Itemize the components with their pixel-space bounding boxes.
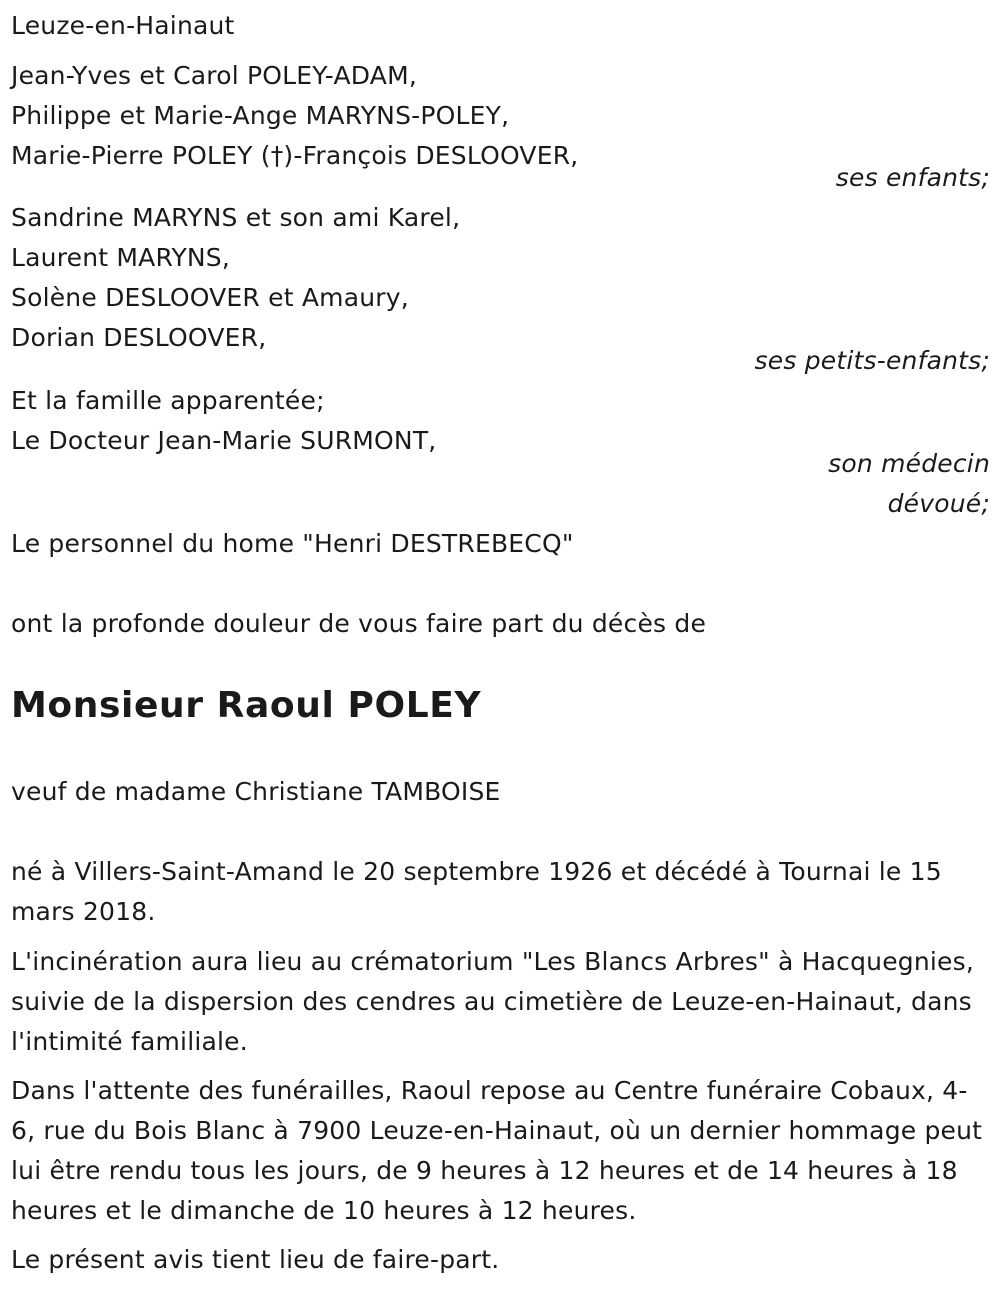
staff-block bbox=[11, 524, 990, 564]
closing-paragraph: Le présent avis tient lieu de faire-part. bbox=[11, 1245, 500, 1274]
grandchild-line: Dorian DESLOOVER, bbox=[11, 323, 267, 352]
family-line: Et la famille apparentée; bbox=[11, 386, 325, 415]
child-line: Jean-Yves et Carol POLEY-ADAM, bbox=[11, 61, 417, 90]
visitation-paragraph: Dans l'attente des funérailles, Raoul repose au Centre funéraire Cobaux, 4-6, rue du Bois Blanc à 7900 Leuze-en-Hainaut, où un dernier hommage peut lui être rendu tous les jours, de 9 heures à 12 heures et de 14 heures à 18 heures et le dimanche de 10 heures à 12 heures. bbox=[11, 1076, 983, 1225]
announcement-line: ont la profonde douleur de vous faire part du décès de bbox=[11, 609, 707, 638]
grandchild-line: Solène DESLOOVER et Amaury, bbox=[11, 283, 409, 312]
cremation-paragraph: L'incinération aura lieu au crématorium "Les Blancs Arbres" à Hacquegnies, suivie de la dispersion des cendres au cimetière de Leuze-en-Hainaut, dans l'intimité familiale. bbox=[11, 947, 975, 1056]
child-line: Marie-Pierre POLEY (†)-François DESLOOVER, bbox=[11, 141, 579, 170]
grandchild-line: Sandrine MARYNS et son ami Karel, bbox=[11, 203, 461, 232]
grandchildren-role: ses petits-enfants; bbox=[754, 346, 990, 375]
doctor-role-line1: son médecin bbox=[828, 449, 990, 478]
child-line: Philippe et Marie-Ange MARYNS-POLEY, bbox=[11, 101, 510, 130]
children-role: ses enfants; bbox=[835, 163, 990, 192]
birth-death-paragraph: né à Villers-Saint-Amand le 20 septembre 1926 et décédé à Tournai le 15 mars 2018. bbox=[11, 857, 942, 926]
doctor-line: Le Docteur Jean-Marie SURMONT, bbox=[11, 426, 437, 455]
staff-line: Le personnel du home "Henri DESTREBECQ" bbox=[11, 529, 574, 558]
grandchild-line: Laurent MARYNS, bbox=[11, 243, 231, 272]
widower-line: veuf de madame Christiane TAMBOISE bbox=[11, 777, 501, 806]
city-name: Leuze-en-Hainaut bbox=[11, 11, 235, 40]
widower-block bbox=[11, 772, 990, 812]
deceased-name: Monsieur Raoul POLEY bbox=[11, 685, 482, 726]
doctor-role-line2: dévoué; bbox=[887, 489, 990, 518]
announcement-block bbox=[11, 604, 990, 644]
city-heading bbox=[11, 6, 990, 46]
grandchildren-list bbox=[11, 198, 990, 358]
